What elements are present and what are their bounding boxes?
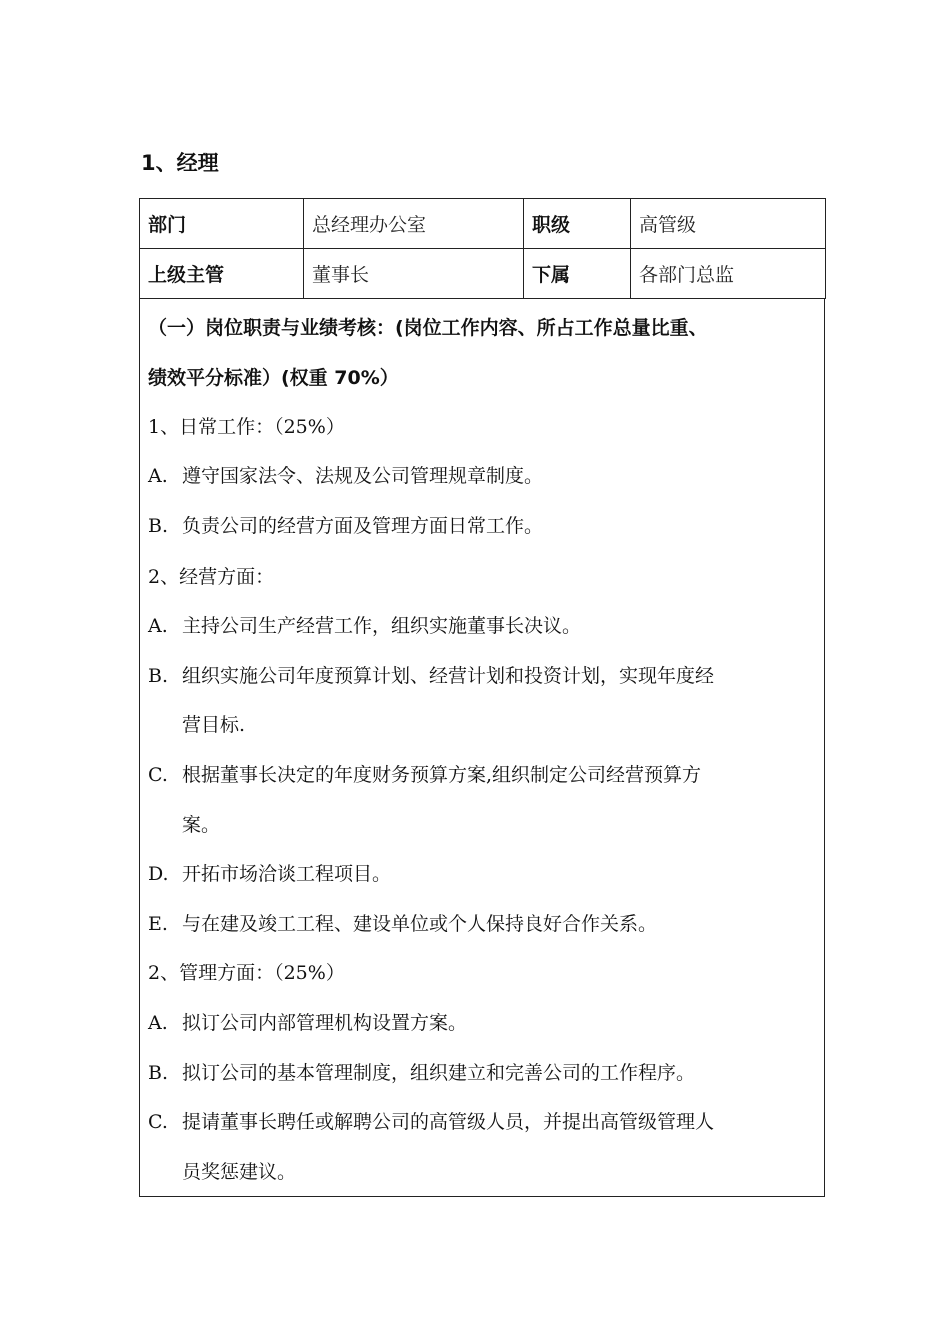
daily-work-heading: 1、日常工作：（25%） [148, 416, 345, 438]
section-heading: 1、经理 [141, 151, 219, 175]
list-item: B. 组织实施公司年度预算计划、经营计划和投资计划，实现年度经 [148, 665, 715, 687]
management-heading: 2、管理方面：（25%） [148, 962, 345, 984]
list-item: A. 遵守国家法令、法规及公司管理规章制度。 [148, 465, 544, 487]
duties-section [139, 299, 825, 1197]
rank-value: 高管级 [631, 199, 826, 249]
list-item: A. 拟订公司内部管理机构设置方案。 [148, 1012, 468, 1034]
table-row [140, 249, 826, 299]
duties-title-line1: （一）岗位职责与业绩考核：(岗位工作内容、所占工作总量比重、 [148, 317, 708, 339]
list-item-continuation: 营目标. [182, 714, 246, 736]
list-item-continuation: 员奖惩建议。 [182, 1161, 297, 1183]
subordinate-value: 各部门总监 [631, 249, 826, 299]
list-item: D. 开拓市场洽谈工程项目。 [148, 863, 392, 885]
list-item: E. 与在建及竣工工程、建设单位或个人保持良好合作关系。 [148, 913, 658, 935]
list-item: A. 主持公司生产经营工作，组织实施董事长决议。 [148, 615, 582, 637]
position-info-table [139, 198, 826, 299]
supervisor-value: 董事长 [304, 249, 524, 299]
rank-label: 职级 [524, 199, 631, 249]
duties-title-line2: 绩效平分标准）(权重 70%） [148, 367, 399, 389]
list-item: B. 拟订公司的基本管理制度，组织建立和完善公司的工作程序。 [148, 1062, 696, 1084]
supervisor-label: 上级主管 [140, 249, 304, 299]
department-label: 部门 [140, 199, 304, 249]
list-item-continuation: 案。 [182, 814, 221, 836]
department-value: 总经理办公室 [304, 199, 524, 249]
subordinate-label: 下属 [524, 249, 631, 299]
business-heading: 2、经营方面： [148, 566, 275, 588]
list-item: C. 根据董事长决定的年度财务预算方案,组织制定公司经营预算方 [148, 764, 702, 786]
table-row [140, 199, 826, 249]
list-item: B. 负责公司的经营方面及管理方面日常工作。 [148, 515, 544, 537]
list-item: C. 提请董事长聘任或解聘公司的高管级人员，并提出高管级管理人 [148, 1111, 715, 1133]
